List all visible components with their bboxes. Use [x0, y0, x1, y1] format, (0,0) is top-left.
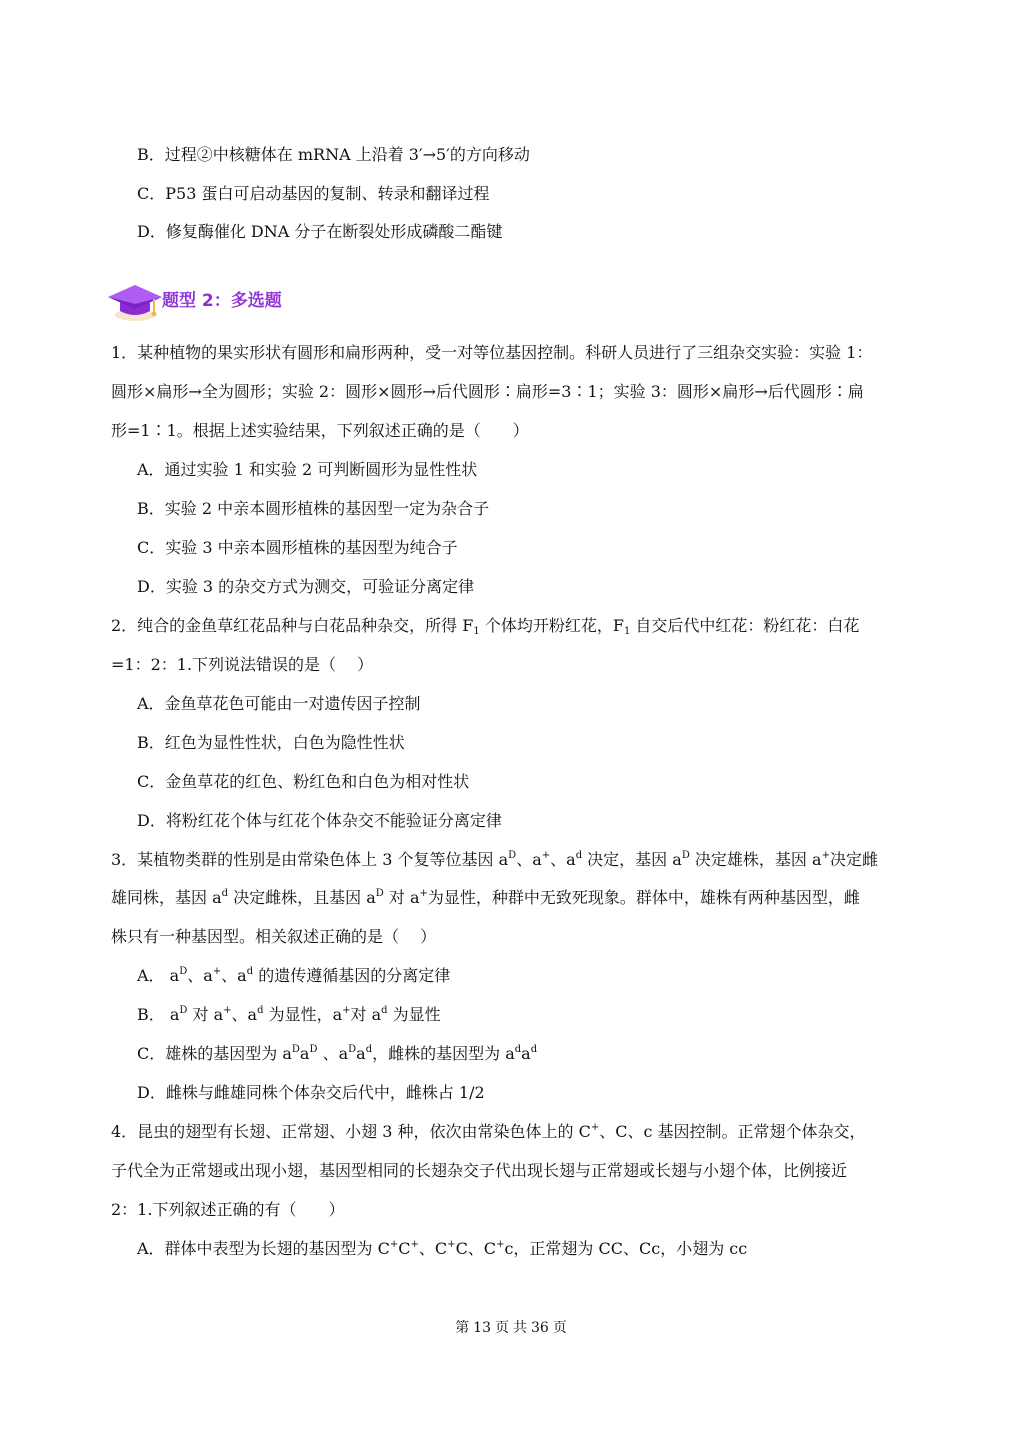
q4-option-a: A．群体中表型为长翅的基因型为 C+C+、C+C、C+c，正常翅为 CC、Cc，小翅为 cc — [137, 1239, 748, 1258]
q1-stem-line3: 形=1∶1。根据上述实验结果，下列叙述正确的是（ ） — [111, 421, 529, 440]
option-d: D．修复酶催化 DNA 分子在断裂处形成磷酸二酯键 — [137, 222, 503, 241]
q1-option-a: A．通过实验 1 和实验 2 可判断圆形为显性性状 — [137, 460, 478, 479]
q4-stem-line3: 2：1.下列叙述正确的有（ ） — [111, 1200, 345, 1219]
page-number: 13 — [473, 1320, 491, 1336]
q1-option-c: C．实验 3 中亲本圆形植株的基因型为纯合子 — [137, 538, 458, 557]
q1-option-d: D．实验 3 的杂交方式为测交，可验证分离定律 — [137, 577, 475, 596]
option-c: C．P53 蛋白可启动基因的复制、转录和翻译过程 — [137, 184, 490, 203]
q1-stem-line2: 圆形×扁形→全为圆形；实验 2：圆形×圆形→后代圆形∶扁形=3∶1；实验 3：圆形×扁形→后代圆形∶扁 — [111, 382, 864, 401]
q2-stem-line1: 2．纯合的金鱼草红花品种与白花品种杂交，所得 $F_1$ 个体均开粉红花，$F_1$ 自交后代中红花：粉红花：白花 — [111, 616, 860, 637]
option-b: B．过程②中核糖体在 mRNA 上沿着 3′→5′的方向移动 — [137, 145, 530, 164]
q2-option-d: D．将粉红花个体与红花个体杂交不能验证分离定律 — [137, 811, 502, 830]
q2-option-c: C．金鱼草花的红色、粉红色和白色为相对性状 — [137, 772, 470, 791]
q4-stem-line2: 子代全为正常翅或出现小翅，基因型相同的长翅杂交子代出现长翅与正常翅或长翅与小翅个体，比例接近 — [111, 1161, 848, 1180]
q1-option-b: B．实验 2 中亲本圆形植株的基因型一定为杂合子 — [137, 499, 490, 518]
total-pages: 36 — [531, 1320, 549, 1336]
section-header — [106, 281, 406, 321]
q2-stem-line2: =1：2：1.下列说法错误的是（ ） — [111, 655, 374, 674]
q3-option-b: B． $a^D$ 对 a+、$a^d$ 为显性，a+对 $a^d$ 为显性 — [137, 1005, 441, 1024]
graduation-cap-icon — [106, 281, 164, 323]
q2-option-b: B．红色为显性性状，白色为隐性性状 — [137, 733, 405, 752]
q3-stem-line3: 株只有一种基因型。相关叙述正确的是（ ） — [111, 927, 437, 946]
q2-option-a: A．金鱼草花色可能由一对遗传因子控制 — [137, 694, 421, 713]
q4-stem-line1: 4．昆虫的翅型有长翅、正常翅、小翅 3 种，依次由常染色体上的 C+、C、c 基因控制。正常翅个体杂交， — [111, 1122, 866, 1141]
page-footer: 第 13 页 共 36 页 — [455, 1320, 567, 1336]
q3-stem-line2: 雄同株，基因 $a^d$ 决定雌株，且基因 $a^D$ 对 a+为显性，种群中无致死现象。群体中，雄株有两种基因型，雌 — [111, 888, 860, 907]
q3-stem-line1: 3．某植物类群的性别是由常染色体上 3 个复等位基因 $a^D$、a+、$a^d$ 决定，基因 $a^D$ 决定雄株，基因 a+决定雌 — [111, 850, 878, 869]
q1-stem-line1: 1．某种植物的果实形状有圆形和扁形两种，受一对等位基因控制。科研人员进行了三组杂交实验：实验 1： — [111, 343, 873, 362]
q3-option-d: D．雌株与雌雄同株个体杂交后代中，雌株占 1/2 — [137, 1083, 485, 1102]
q3-option-a: A． $a^D$、a+、$a^d$ 的遗传遵循基因的分离定律 — [137, 966, 451, 985]
section-title: 题型 2：多选题 — [162, 291, 282, 311]
q3-option-c: C．雄株的基因型为 $a^Da^D$ 、$a^Da^d$，雌株的基因型为 $a^da^d$ — [137, 1044, 538, 1063]
